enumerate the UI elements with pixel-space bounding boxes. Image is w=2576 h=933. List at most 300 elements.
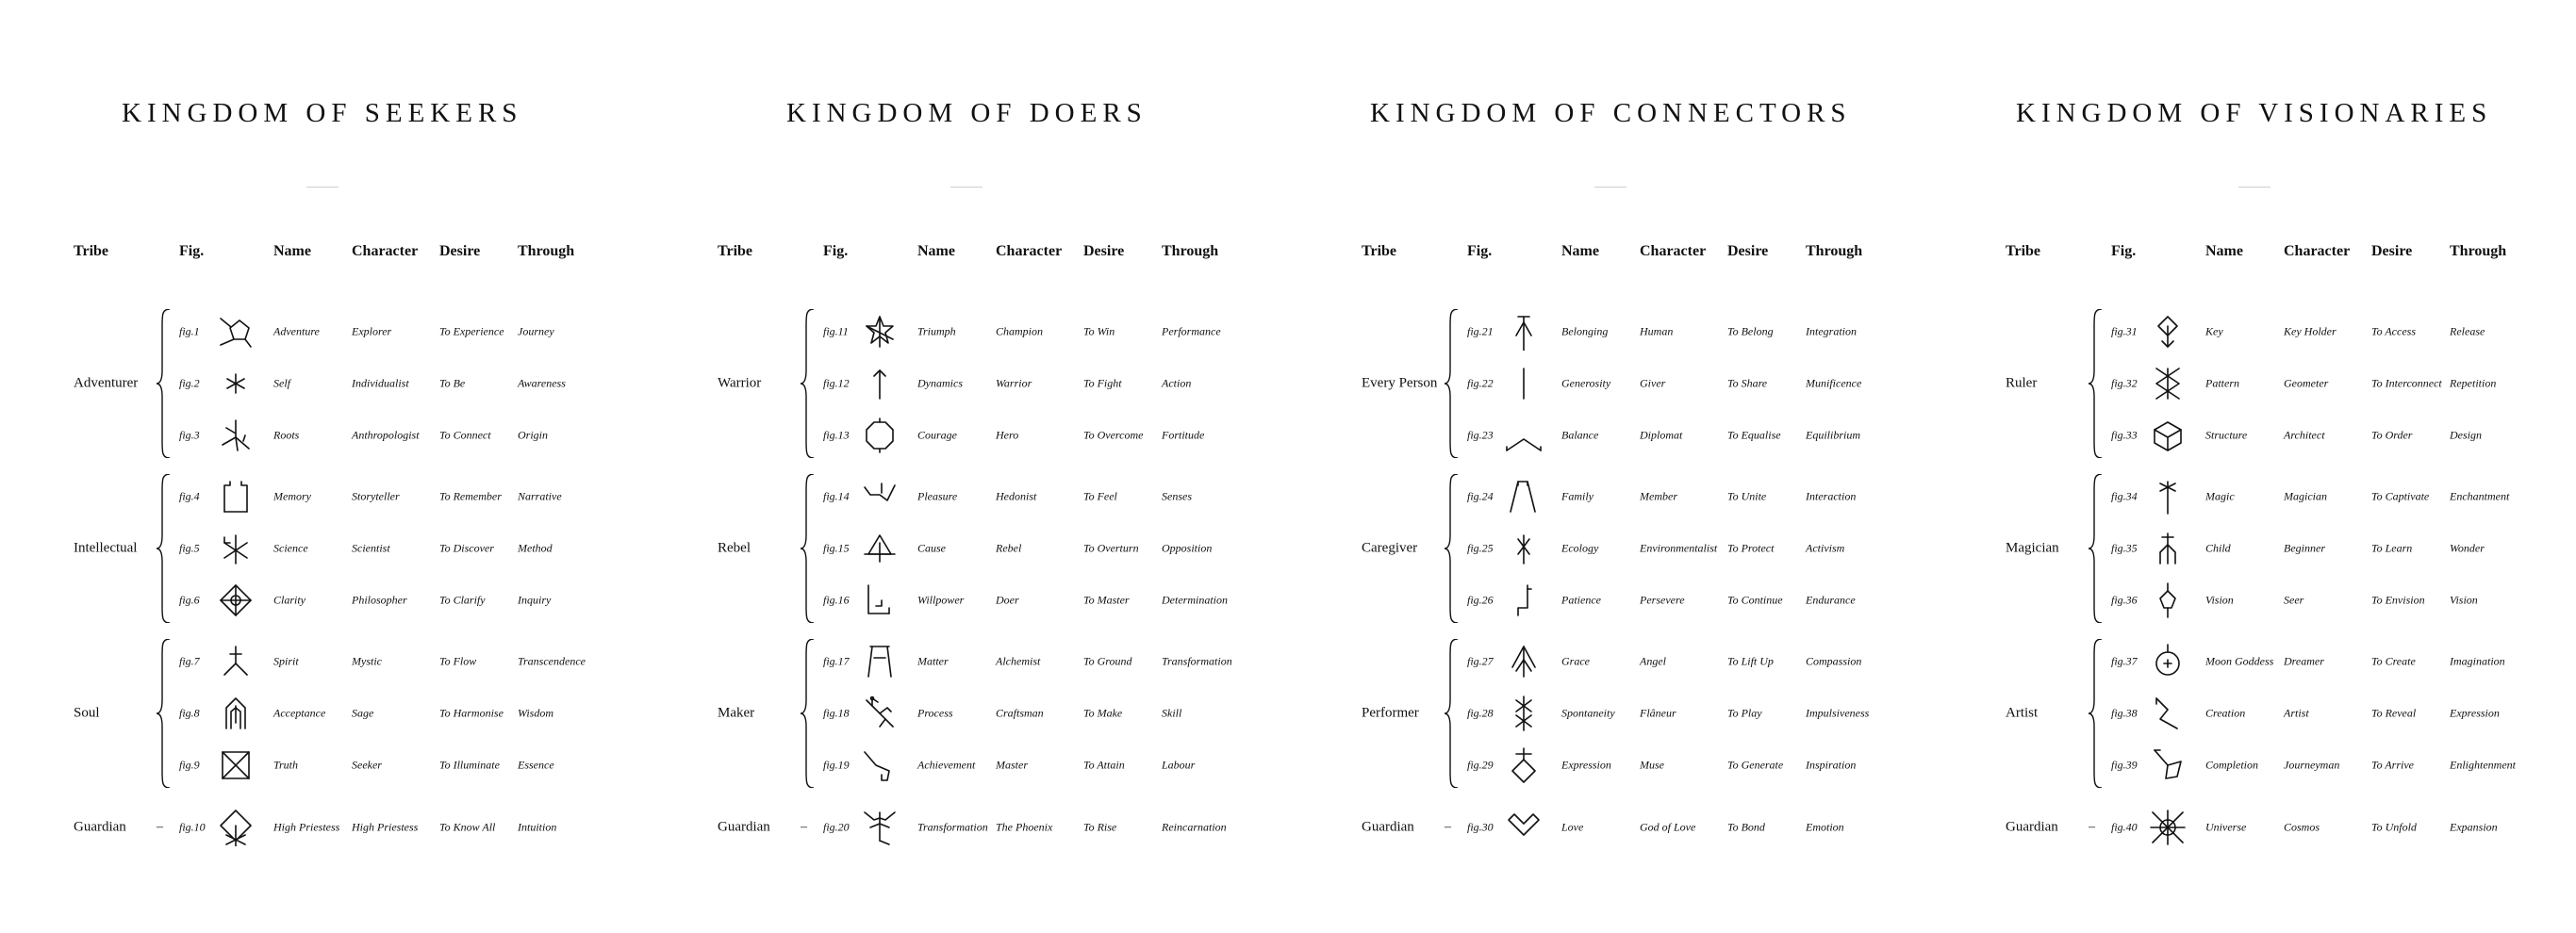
tribe-label: Rebel — [718, 540, 751, 556]
character-cell: Diplomat — [1640, 428, 1683, 442]
fig-cell: fig.28 — [1467, 706, 1494, 720]
guardian-row — [1288, 809, 1932, 846]
table-row — [644, 365, 1288, 402]
diamond-icon — [217, 581, 255, 624]
character-cell: The Phoenix — [996, 820, 1053, 834]
name-cell: Vision — [2205, 593, 2234, 607]
guardian-label: Guardian — [718, 819, 770, 835]
character-cell: Mystic — [352, 654, 382, 668]
character-header: Character — [1640, 243, 1707, 259]
tribe-label: Performer — [1362, 705, 1419, 721]
name-cell: Truth — [273, 758, 299, 772]
guardian-dash: – — [157, 820, 163, 834]
table-row — [0, 417, 644, 454]
chevron-icon — [1505, 417, 1543, 459]
name-cell: Universe — [2205, 820, 2247, 834]
character-cell: Beginner — [2284, 541, 2325, 555]
desire-cell: To Equalise — [1727, 428, 1781, 442]
through-cell: Integration — [1806, 324, 1857, 338]
fig-cell: fig.22 — [1467, 376, 1494, 390]
title-divider — [1594, 187, 1627, 188]
table-row — [1288, 695, 1932, 732]
fig-cell: fig.19 — [823, 758, 850, 772]
through-cell: Endurance — [1806, 593, 1856, 607]
wand-icon — [2149, 478, 2187, 520]
kingdom-title: KINGDOM OF DOERS — [786, 98, 1148, 128]
table-row — [1288, 365, 1932, 402]
roots-icon — [217, 417, 255, 459]
desire-header: Desire — [439, 243, 481, 259]
tribe-label: Every Person — [1362, 375, 1438, 391]
table-row — [644, 530, 1288, 567]
character-cell: Seeker — [352, 758, 382, 772]
through-cell: Inquiry — [518, 593, 552, 607]
table-row — [0, 695, 644, 732]
character-header: Character — [352, 243, 419, 259]
tribe-label: Artist — [2006, 705, 2039, 721]
fig-cell: fig.13 — [823, 428, 850, 442]
table-row — [1932, 365, 2576, 402]
cross-icon — [1505, 530, 1543, 572]
through-cell: Compassion — [1806, 654, 1862, 668]
fig-cell: fig.17 — [823, 654, 850, 668]
through-cell: Labour — [1162, 758, 1196, 772]
hourglass-icon — [217, 746, 255, 789]
table-row — [0, 313, 644, 351]
character-cell: Artist — [2284, 706, 2309, 720]
fig-cell: fig.33 — [2111, 428, 2138, 442]
fig-header: Fig. — [823, 243, 849, 259]
through-cell: Journey — [518, 324, 554, 338]
character-cell: Hero — [996, 428, 1019, 442]
table-row — [1288, 581, 1932, 619]
desire-cell: To Master — [1083, 593, 1130, 607]
desire-cell: To Continue — [1727, 593, 1783, 607]
through-cell: Enlightenment — [2450, 758, 2516, 772]
desire-cell: To Create — [2371, 654, 2416, 668]
tribe-header: Tribe — [718, 243, 753, 259]
character-cell: Geometer — [2284, 376, 2329, 390]
tribe-label: Maker — [718, 705, 755, 721]
through-cell: Emotion — [1806, 820, 1844, 834]
table-row — [1932, 746, 2576, 784]
character-cell: Magician — [2284, 489, 2327, 503]
desire-cell: To Unfold — [2371, 820, 2417, 834]
name-cell: Memory — [273, 489, 311, 503]
desire-cell: To Connect — [439, 428, 491, 442]
desire-cell: To Overcome — [1083, 428, 1144, 442]
character-cell: Giver — [1640, 376, 1666, 390]
heart-icon — [1505, 809, 1543, 851]
fig-cell: fig.4 — [179, 489, 200, 503]
character-header: Character — [996, 243, 1063, 259]
character-cell: Key Holder — [2284, 324, 2337, 338]
name-cell: Generosity — [1561, 376, 1611, 390]
name-cell: Moon Goddess — [2205, 654, 2274, 668]
character-cell: Muse — [1640, 758, 1664, 772]
name-header: Name — [273, 243, 311, 259]
character-cell: Persevere — [1640, 593, 1685, 607]
fig-cell: fig.36 — [2111, 593, 2138, 607]
table-row — [1288, 478, 1932, 516]
name-cell: Grace — [1561, 654, 1590, 668]
character-cell: Flâneur — [1640, 706, 1676, 720]
table-row — [1932, 313, 2576, 351]
table-row — [0, 530, 644, 567]
name-header: Name — [1561, 243, 1599, 259]
phoenix-icon — [861, 809, 899, 851]
spirit-icon — [217, 643, 255, 685]
through-cell: Expansion — [2450, 820, 2498, 834]
desire-cell: To Reveal — [2371, 706, 2417, 720]
through-cell: Action — [1162, 376, 1192, 390]
title-divider — [950, 187, 983, 188]
fig-cell: fig.21 — [1467, 324, 1494, 338]
fig-cell: fig.16 — [823, 593, 850, 607]
through-cell: Awareness — [518, 376, 566, 390]
name-cell: Ecology — [1561, 541, 1599, 555]
name-cell: High Priestess — [273, 820, 340, 834]
kingdom-panel — [1288, 0, 1932, 933]
name-cell: Cause — [917, 541, 946, 555]
guardian-dash: – — [801, 820, 807, 834]
fig-cell: fig.15 — [823, 541, 850, 555]
name-cell: Child — [2205, 541, 2231, 555]
desire-cell: To Arrive — [2371, 758, 2415, 772]
pentagon-icon — [217, 313, 255, 355]
character-cell: Human — [1640, 324, 1674, 338]
fig-cell: fig.35 — [2111, 541, 2138, 555]
name-cell: Clarity — [273, 593, 306, 607]
character-cell: Individualist — [352, 376, 409, 390]
fig-cell: fig.24 — [1467, 489, 1494, 503]
character-cell: Dreamer — [2284, 654, 2324, 668]
desire-cell: To Bond — [1727, 820, 1765, 834]
zigzag-icon — [2149, 695, 2187, 737]
branch-icon — [861, 695, 899, 737]
desire-cell: To Know All — [439, 820, 496, 834]
step-icon — [861, 581, 899, 624]
character-cell: Seer — [2284, 593, 2304, 607]
name-cell: Process — [917, 706, 953, 720]
table-row — [644, 746, 1288, 784]
character-cell: Sage — [352, 706, 374, 720]
through-cell: Wonder — [2450, 541, 2485, 555]
stand-icon — [861, 643, 899, 685]
table-row — [1288, 746, 1932, 784]
guardian-label: Guardian — [74, 819, 126, 835]
fig-cell: fig.25 — [1467, 541, 1494, 555]
name-cell: Balance — [1561, 428, 1599, 442]
table-row — [0, 365, 644, 402]
through-cell: Wisdom — [518, 706, 554, 720]
stars-icon — [1505, 695, 1543, 737]
desire-cell: To Access — [2371, 324, 2417, 338]
child-icon — [2149, 530, 2187, 572]
guardian-label: Guardian — [1362, 819, 1414, 835]
tribe-label: Warrior — [718, 375, 762, 391]
table-row — [644, 643, 1288, 680]
desire-cell: To Play — [1727, 706, 1762, 720]
name-cell: Patience — [1561, 593, 1601, 607]
desire-header: Desire — [1727, 243, 1769, 259]
name-cell: Courage — [917, 428, 957, 442]
kingdom-panel — [644, 0, 1288, 933]
fig-cell: fig.27 — [1467, 654, 1494, 668]
hook-icon — [861, 746, 899, 789]
desire-cell: To Illuminate — [439, 758, 500, 772]
desire-cell: To Clarify — [439, 593, 486, 607]
arrows-icon — [217, 530, 255, 572]
through-cell: Senses — [1162, 489, 1192, 503]
desire-cell: To Attain — [1083, 758, 1125, 772]
tribe-label: Magician — [2006, 540, 2059, 556]
through-cell: Equilibrium — [1806, 428, 1861, 442]
through-cell: Design — [2450, 428, 2482, 442]
fig-cell: fig.37 — [2111, 654, 2138, 668]
tribe-label: Intellectual — [74, 540, 138, 556]
table-row — [644, 581, 1288, 619]
table-row — [0, 581, 644, 619]
tribe-label: Caregiver — [1362, 540, 1418, 556]
through-cell: Repetition — [2450, 376, 2497, 390]
moon-icon — [2149, 643, 2187, 685]
guardian-dash: – — [2089, 820, 2095, 834]
fig-cell: fig.38 — [2111, 706, 2138, 720]
character-header: Character — [2284, 243, 2351, 259]
table-row — [644, 417, 1288, 454]
character-cell: Storyteller — [352, 489, 400, 503]
universe-icon — [2149, 809, 2187, 851]
guardian-row — [0, 809, 644, 846]
kingdom-panel — [1932, 0, 2576, 933]
fig-cell: fig.6 — [179, 593, 200, 607]
through-cell: Skill — [1162, 706, 1182, 720]
character-cell: Philosopher — [352, 593, 407, 607]
fig-header: Fig. — [2111, 243, 2137, 259]
fig-cell: fig.18 — [823, 706, 850, 720]
name-cell: Adventure — [273, 324, 320, 338]
desire-cell: To Captivate — [2371, 489, 2430, 503]
fig-cell: fig.26 — [1467, 593, 1494, 607]
name-cell: Transformation — [917, 820, 988, 834]
through-cell: Fortitude — [1162, 428, 1205, 442]
name-cell: Belonging — [1561, 324, 1609, 338]
fig-header: Fig. — [1467, 243, 1493, 259]
desire-cell: To Feel — [1083, 489, 1117, 503]
desire-cell: To Be — [439, 376, 466, 390]
desire-cell: To Make — [1083, 706, 1123, 720]
desire-cell: To Win — [1083, 324, 1115, 338]
asterisk-icon — [217, 365, 255, 407]
desire-cell: To Fight — [1083, 376, 1122, 390]
desire-cell: To Remember — [439, 489, 502, 503]
cane-icon — [1505, 581, 1543, 624]
fig-header: Fig. — [179, 243, 205, 259]
name-cell: Self — [273, 376, 290, 390]
name-cell: Key — [2205, 324, 2223, 338]
tribe-header: Tribe — [74, 243, 109, 259]
angel-icon — [1505, 643, 1543, 685]
through-cell: Release — [2450, 324, 2485, 338]
fig-cell: fig.8 — [179, 706, 200, 720]
kingdom-title: KINGDOM OF SEEKERS — [122, 98, 523, 128]
fig-cell: fig.5 — [179, 541, 200, 555]
tent-icon — [1505, 478, 1543, 520]
table-row — [1932, 417, 2576, 454]
through-header: Through — [1806, 243, 1863, 259]
desire-cell: To Interconnect — [2371, 376, 2442, 390]
table-row — [1932, 478, 2576, 516]
name-header: Name — [2205, 243, 2243, 259]
character-cell: High Priestess — [352, 820, 419, 834]
through-cell: Interaction — [1806, 489, 1857, 503]
fig-cell: fig.2 — [179, 376, 200, 390]
fig-cell: fig.31 — [2111, 324, 2138, 338]
tribe-label: Ruler — [2006, 375, 2038, 391]
kingdom-title: KINGDOM OF VISIONARIES — [2016, 98, 2493, 128]
name-cell: Roots — [273, 428, 300, 442]
table-row — [644, 478, 1288, 516]
through-cell: Intuition — [518, 820, 557, 834]
name-cell: Magic — [2205, 489, 2235, 503]
muse-icon — [1505, 746, 1543, 789]
cube-icon — [2149, 417, 2187, 459]
character-cell: Warrior — [996, 376, 1032, 390]
fig-cell: fig.10 — [179, 820, 206, 834]
table-row — [644, 695, 1288, 732]
title-divider — [2238, 187, 2271, 188]
name-cell: Love — [1561, 820, 1584, 834]
fig-cell: fig.11 — [823, 324, 849, 338]
kingdom-panel — [0, 0, 644, 933]
through-cell: Narrative — [518, 489, 562, 503]
name-cell: Structure — [2205, 428, 2248, 442]
table-row — [0, 478, 644, 516]
desire-cell: To Order — [2371, 428, 2413, 442]
desire-cell: To Protect — [1727, 541, 1775, 555]
desire-cell: To Generate — [1727, 758, 1784, 772]
through-cell: Method — [518, 541, 553, 555]
gate-icon — [217, 478, 255, 520]
character-cell: Architect — [2284, 428, 2325, 442]
character-cell: Craftsman — [996, 706, 1044, 720]
character-cell: Explorer — [352, 324, 392, 338]
fig-cell: fig.12 — [823, 376, 850, 390]
guardian-row — [1932, 809, 2576, 846]
priestess-icon — [217, 809, 255, 851]
table-row — [1932, 581, 2576, 619]
name-cell: Spontaneity — [1561, 706, 1615, 720]
table-row — [0, 746, 644, 784]
table-row — [644, 313, 1288, 351]
name-cell: Dynamics — [917, 376, 963, 390]
through-header: Through — [518, 243, 575, 259]
through-cell: Transformation — [1162, 654, 1232, 668]
lattice-icon — [2149, 365, 2187, 407]
table-row — [1288, 417, 1932, 454]
name-cell: Spirit — [273, 654, 299, 668]
character-cell: Master — [996, 758, 1028, 772]
through-cell: Performance — [1162, 324, 1221, 338]
line-icon — [1505, 365, 1543, 407]
desire-cell: To Rise — [1083, 820, 1117, 834]
desire-header: Desire — [2371, 243, 2413, 259]
arrow-up-icon — [861, 365, 899, 407]
desire-cell: To Flow — [439, 654, 477, 668]
through-cell: Origin — [518, 428, 549, 442]
through-cell: Impulsiveness — [1806, 706, 1870, 720]
through-header: Through — [2450, 243, 2507, 259]
desire-cell: To Belong — [1727, 324, 1774, 338]
fig-cell: fig.30 — [1467, 820, 1494, 834]
tribe-label: Adventurer — [74, 375, 139, 391]
fig-cell: fig.3 — [179, 428, 200, 442]
name-cell: Family — [1561, 489, 1593, 503]
desire-cell: To Lift Up — [1727, 654, 1774, 668]
table-row — [1288, 313, 1932, 351]
character-cell: Anthropologist — [352, 428, 420, 442]
wave-icon — [861, 478, 899, 520]
fig-cell: fig.40 — [2111, 820, 2138, 834]
table-row — [1932, 695, 2576, 732]
through-cell: Opposition — [1162, 541, 1213, 555]
table-row — [1288, 643, 1932, 680]
tribe-header: Tribe — [1362, 243, 1397, 259]
desire-cell: To Learn — [2371, 541, 2413, 555]
fig-cell: fig.20 — [823, 820, 850, 834]
name-cell: Pattern — [2205, 376, 2239, 390]
character-cell: Alchemist — [996, 654, 1041, 668]
desire-cell: To Overturn — [1083, 541, 1139, 555]
through-cell: Enchantment — [2450, 489, 2510, 503]
through-cell: Reincarnation — [1162, 820, 1227, 834]
tribe-header: Tribe — [2006, 243, 2041, 259]
character-cell: God of Love — [1640, 820, 1696, 834]
through-cell: Determination — [1162, 593, 1228, 607]
arch-icon — [217, 695, 255, 737]
fig-cell: fig.1 — [179, 324, 200, 338]
character-cell: Member — [1640, 489, 1677, 503]
desire-cell: To Harmonise — [439, 706, 504, 720]
name-cell: Completion — [2205, 758, 2258, 772]
name-cell: Willpower — [917, 593, 965, 607]
desire-cell: To Discover — [439, 541, 494, 555]
name-cell: Triumph — [917, 324, 956, 338]
name-cell: Achievement — [917, 758, 976, 772]
name-cell: Pleasure — [917, 489, 958, 503]
star-icon — [861, 313, 899, 355]
guardian-row — [644, 809, 1288, 846]
character-cell: Doer — [996, 593, 1019, 607]
character-cell: Champion — [996, 324, 1044, 338]
name-header: Name — [917, 243, 955, 259]
fig-cell: fig.7 — [179, 654, 200, 668]
key-icon — [2149, 313, 2187, 355]
character-cell: Hedonist — [996, 489, 1037, 503]
fig-cell: fig.9 — [179, 758, 200, 772]
name-cell: Expression — [1561, 758, 1611, 772]
through-cell: Expression — [2450, 706, 2500, 720]
character-cell: Cosmos — [2284, 820, 2320, 834]
fig-cell: fig.39 — [2111, 758, 2138, 772]
table-row — [1932, 530, 2576, 567]
fig-cell: fig.32 — [2111, 376, 2138, 390]
figure-icon — [1505, 313, 1543, 355]
through-cell: Vision — [2450, 593, 2478, 607]
through-cell: Munificence — [1806, 376, 1862, 390]
triangle-icon — [861, 530, 899, 572]
